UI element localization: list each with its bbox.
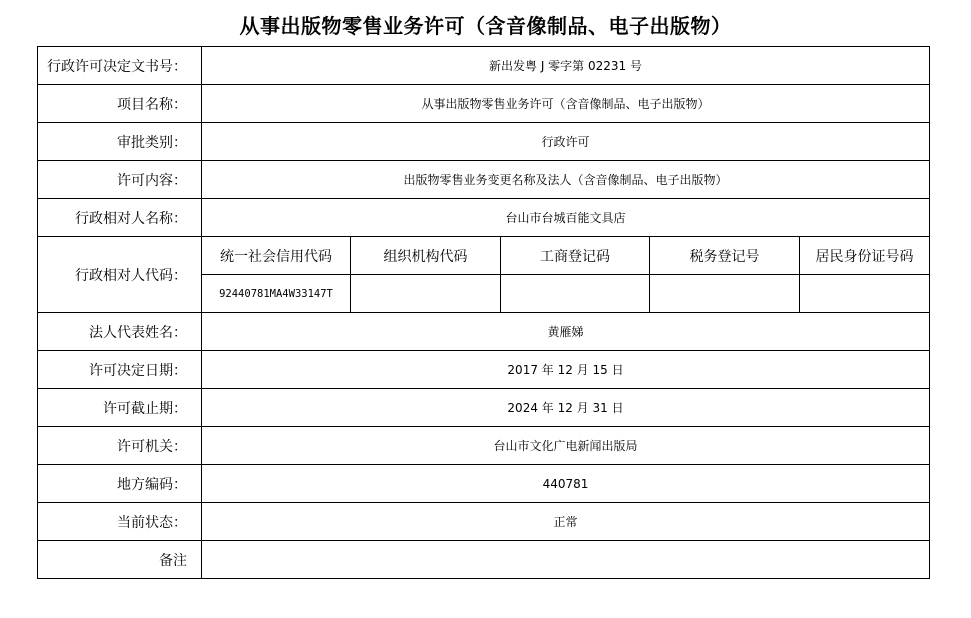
authority-label: 许可机关： [38,427,202,465]
tax-reg-value [650,275,800,313]
decision-no-value: 新出发粤 J 零字第 02231 号 [202,47,930,85]
org-code-value [351,275,501,313]
row-party-name [38,199,930,237]
org-code-header: 组织机构代码 [351,237,501,275]
credit-code-header: 统一社会信用代码 [202,237,351,275]
tax-reg-header: 税务登记号 [650,237,800,275]
status-label: 当前状态： [38,503,202,541]
row-legal-rep [38,313,930,351]
row-expiry-date [38,389,930,427]
row-decision-no [38,47,930,85]
row-category [38,123,930,161]
authority-value: 台山市文化广电新闻出版局 [202,427,930,465]
row-remarks [38,541,930,579]
party-code-label: 行政相对人代码： [38,237,202,313]
row-content [38,161,930,199]
business-reg-header: 工商登记码 [501,237,650,275]
row-region-code [38,465,930,503]
remarks-value [202,541,930,579]
row-decision-date [38,351,930,389]
legal-rep-label: 法人代表姓名： [38,313,202,351]
decision-no-label: 行政许可决定文书号： [38,47,202,85]
remarks-label: 备注 [38,541,202,579]
expiry-date-label: 许可截止期： [38,389,202,427]
status-value: 正常 [202,503,930,541]
party-name-value: 台山市台城百能文具店 [202,199,930,237]
expiry-date-value: 2024 年 12 月 31 日 [202,389,930,427]
credit-code-value: 92440781MA4W33147T [202,275,351,313]
category-label: 审批类别： [38,123,202,161]
row-authority [38,427,930,465]
decision-date-value: 2017 年 12 月 15 日 [202,351,930,389]
party-name-label: 行政相对人名称： [38,199,202,237]
row-status [38,503,930,541]
row-item-name [38,85,930,123]
decision-date-label: 许可决定日期： [38,351,202,389]
id-number-header: 居民身份证号码 [800,237,930,275]
region-code-value: 440781 [202,465,930,503]
legal-rep-value: 黄雁娣 [202,313,930,351]
content-label: 许可内容： [38,161,202,199]
region-code-label: 地方编码： [38,465,202,503]
license-record-table [37,46,930,579]
item-name-label: 项目名称： [38,85,202,123]
content-value: 出版物零售业务变更名称及法人（含音像制品、电子出版物） [202,161,930,199]
row-party-code-headers [38,237,930,275]
item-name-value: 从事出版物零售业务许可（含音像制品、电子出版物） [202,85,930,123]
id-number-value [800,275,930,313]
page-title: 从事出版物零售业务许可（含音像制品、电子出版物） [239,14,732,38]
business-reg-value [501,275,650,313]
category-value: 行政许可 [202,123,930,161]
